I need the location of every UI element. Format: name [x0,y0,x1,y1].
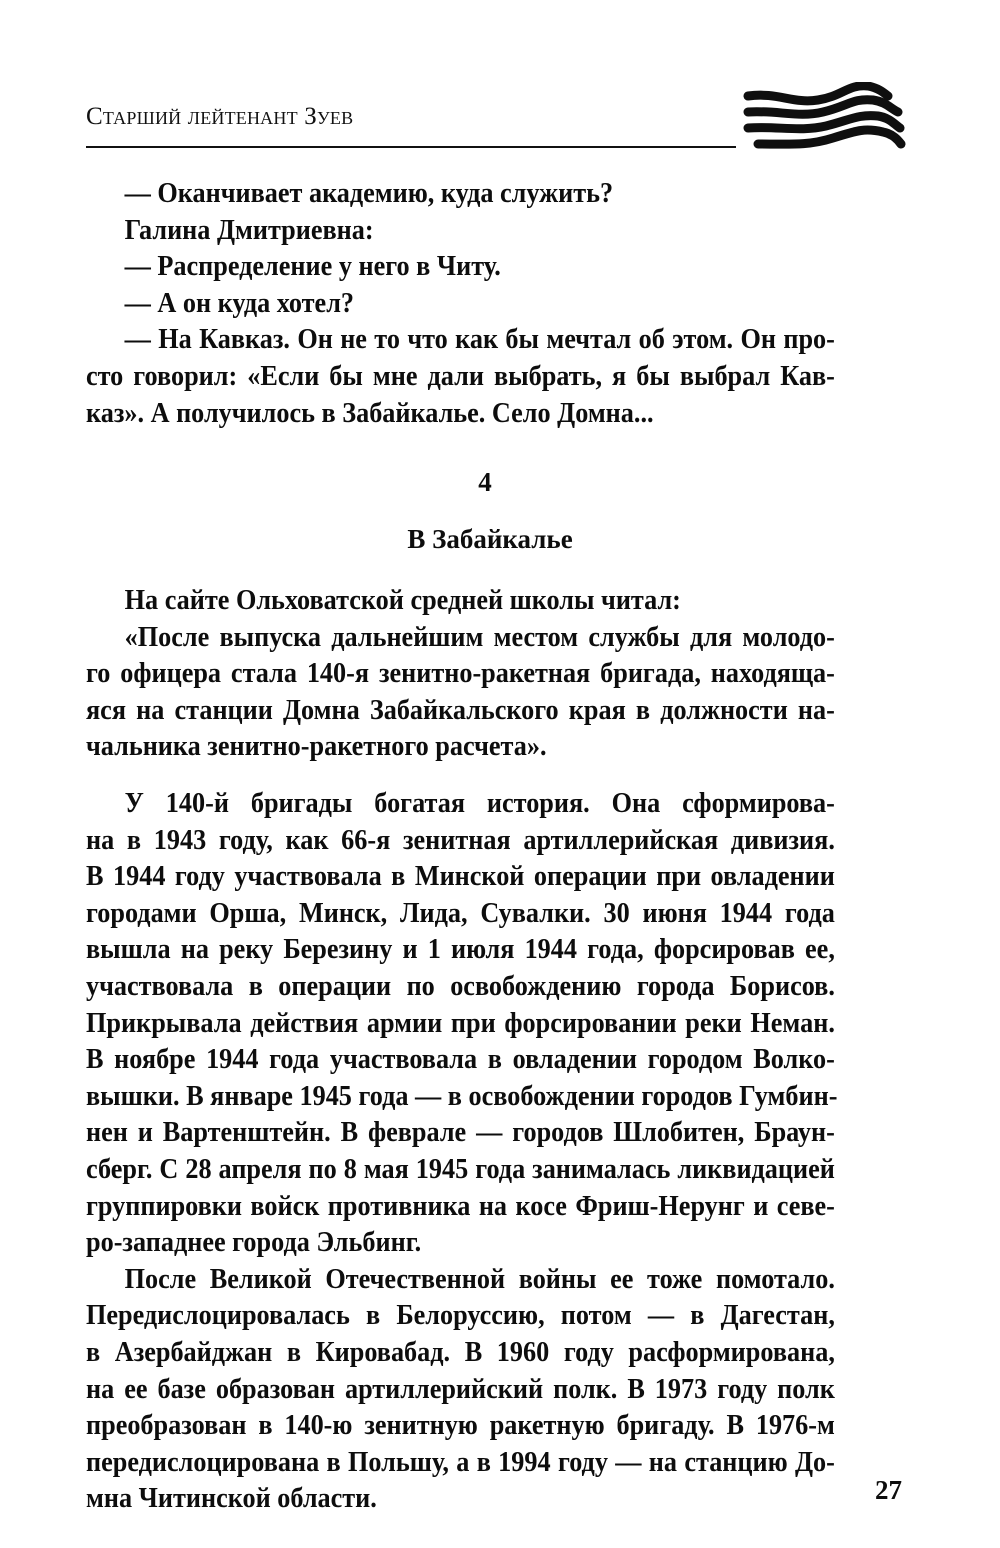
ribbon-stripes-icon [738,82,908,158]
chapter-title: В Забайкалье [407,524,573,554]
text-line: сберг. С 28 апреля по 8 мая 1945 года занималась ликвидацией [86,1153,835,1185]
text-line: — А он куда хотел? [124,287,355,319]
text-line: мна Читинской области. [86,1483,377,1515]
text-line: сто говорил: «Если бы мне дали выбрать, я бы выбрал Кав- [86,360,835,392]
text-line: Галина Дмитриевна: [124,214,374,246]
quote-block [86,583,835,766]
text-line: После Великой Отечественной войны ее тоже помотало. [124,1263,835,1295]
text-line: на в 1943 году, как 66-я зенитная артиллерийская дивизия. [86,824,835,856]
text-line: на ее базе образован артиллерийский полк. В 1973 году полк [86,1373,835,1405]
running-head-title: Старший лейтенант Зуев [86,103,354,130]
dialogue-block [86,176,835,432]
page-number: 27 [875,1475,902,1505]
text-line: У 140-й бригады богатая история. Она сформирова- [124,788,835,819]
text-line: Передислоцировалась в Белоруссию, потом — в Дагестан, [86,1300,835,1332]
text-line: в Азербайджан в Кировабад. В 1960 году расформирована, [86,1336,835,1368]
header-rule [86,146,736,148]
text-line: В ноябре 1944 года участвовала в овладении городом Волко- [86,1044,835,1076]
text-line: преобразован в 140-ю зенитную ракетную бригаду. В 1976-м [86,1410,835,1442]
text-line: нен и Вартенштейн. В феврале — городов Шлобитен, Браун- [86,1117,835,1149]
text-line: В 1944 году участвовала в Минской операции при овладении [86,861,835,893]
chapter-number: 4 [478,467,492,497]
history-block [86,786,838,1518]
text-line: участвовала в операции по освобождению города Борисов. [86,970,835,1002]
text-line: каз». А получилось в Забайкалье. Село Домна... [86,397,654,429]
text-line: городами Орша, Минск, Лида, Сувалки. 30 июня 1944 года [86,897,835,929]
text-line: вышки. В январе 1945 года — в освобождении городов Гумбин- [86,1080,838,1112]
text-line: — На Кавказ. Он не то что как бы мечтал об этом. Он про- [124,324,835,356]
text-line: го офицера стала 140-я зенитно-ракетная бригада, находяща- [86,658,835,690]
text-line: — Оканчивает академию, куда служить? [124,178,614,209]
text-line: — Распределение у него в Читу. [124,251,501,283]
text-line: «После выпуска дальнейшим местом службы для молодо- [124,621,835,653]
text-line: ро-западнее города Эльбинг. [86,1227,422,1259]
text-line: яся на станции Домна Забайкальского края в должности на- [86,694,835,726]
text-line: группировки войск противника на косе Фриш-Нерунг и севе- [86,1190,835,1222]
text-line: На сайте Ольховатской средней школы читал: [124,585,681,616]
text-line: Прикрывала действия армии при форсировании реки Неман. [86,1007,835,1039]
text-line: передислоцирована в Польшу, а в 1994 году — на станцию До- [86,1446,835,1478]
text-line: чальника зенитно-ракетного расчета». [86,731,547,763]
text-line: вышла на реку Березину и 1 июля 1944 года, форсировав ее, [86,934,835,966]
